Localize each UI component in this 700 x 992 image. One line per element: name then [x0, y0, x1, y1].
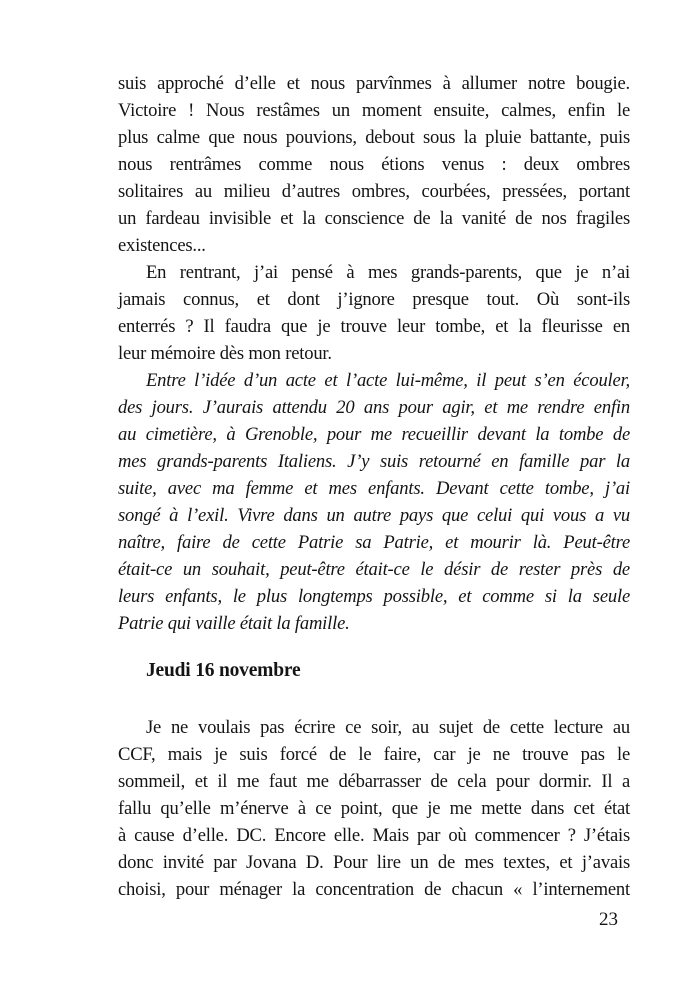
- text-line: des jours. J’aurais attendu 20 ans pour agir, et me rendre enfin: [118, 397, 630, 418]
- text-line: Entre l’idée d’un acte et l’acte lui-même, il peut s’en écouler,: [146, 370, 630, 391]
- text-line: un fardeau invisible et la conscience de la vanité de nos fragiles: [118, 208, 630, 229]
- text-line: leurs enfants, le plus longtemps possible, et comme si la seule: [118, 586, 630, 607]
- text-line: leur mémoire dès mon retour.: [118, 343, 332, 364]
- text-line: jamais connus, et dont j’ignore presque tout. Où sont-ils: [118, 289, 630, 310]
- text-line: Patrie qui vaille était la famille.: [118, 613, 350, 634]
- text-line: solitaires au milieu d’autres ombres, courbées, pressées, portant: [118, 181, 630, 202]
- text-line: existences...: [118, 235, 206, 256]
- text-line: donc invité par Jovana D. Pour lire un de mes textes, et j’avais: [118, 852, 630, 873]
- text-line: Victoire ! Nous restâmes un moment ensuite, calmes, enfin le: [118, 100, 630, 121]
- paragraph-italic: [118, 367, 630, 637]
- text-line: était-ce un souhait, peut-être était-ce le désir de rester près de: [118, 559, 630, 580]
- text-line: sommeil, et il me faut me débarrasser de cela pour dormir. Il a: [118, 771, 630, 792]
- paragraph: [118, 714, 630, 903]
- text-line: à cause d’elle. DC. Encore elle. Mais par où commencer ? J’étais: [118, 825, 630, 846]
- text-line: au cimetière, à Grenoble, pour me recueillir devant la tombe de: [118, 424, 630, 445]
- text-line: mes grands-parents Italiens. J’y suis retourné en famille par la: [118, 451, 630, 472]
- section-heading: Jeudi 16 novembre: [146, 660, 301, 681]
- paragraph: [118, 259, 630, 367]
- paragraph: [118, 70, 630, 259]
- page-number: 23: [599, 909, 618, 930]
- text-line: plus calme que nous pouvions, debout sous la pluie battante, puis: [118, 127, 630, 148]
- text-line: suis approché d’elle et nous parvînmes à allumer notre bougie.: [118, 73, 630, 94]
- text-line: fallu qu’elle m’énerve à ce point, que je me mette dans cet état: [118, 798, 630, 819]
- text-line: songé à l’exil. Vivre dans un autre pays que celui qui vous a vu: [118, 505, 630, 526]
- text-line: choisi, pour ménager la concentration de chacun « l’internement: [118, 879, 630, 900]
- page-text-block: [118, 70, 630, 903]
- text-line: suite, avec ma femme et mes enfants. Devant cette tombe, j’ai: [118, 478, 630, 499]
- text-line: nous rentrâmes comme nous étions venus : deux ombres: [118, 154, 630, 175]
- text-line: naître, faire de cette Patrie sa Patrie, et mourir là. Peut-être: [118, 532, 630, 553]
- text-line: CCF, mais je suis forcé de le faire, car je ne trouve pas le: [118, 744, 630, 765]
- text-line: En rentrant, j’ai pensé à mes grands-parents, que je n’ai: [146, 262, 630, 283]
- text-line: Je ne voulais pas écrire ce soir, au sujet de cette lecture au: [146, 717, 630, 738]
- text-line: enterrés ? Il faudra que je trouve leur tombe, et la fleurisse en: [118, 316, 630, 337]
